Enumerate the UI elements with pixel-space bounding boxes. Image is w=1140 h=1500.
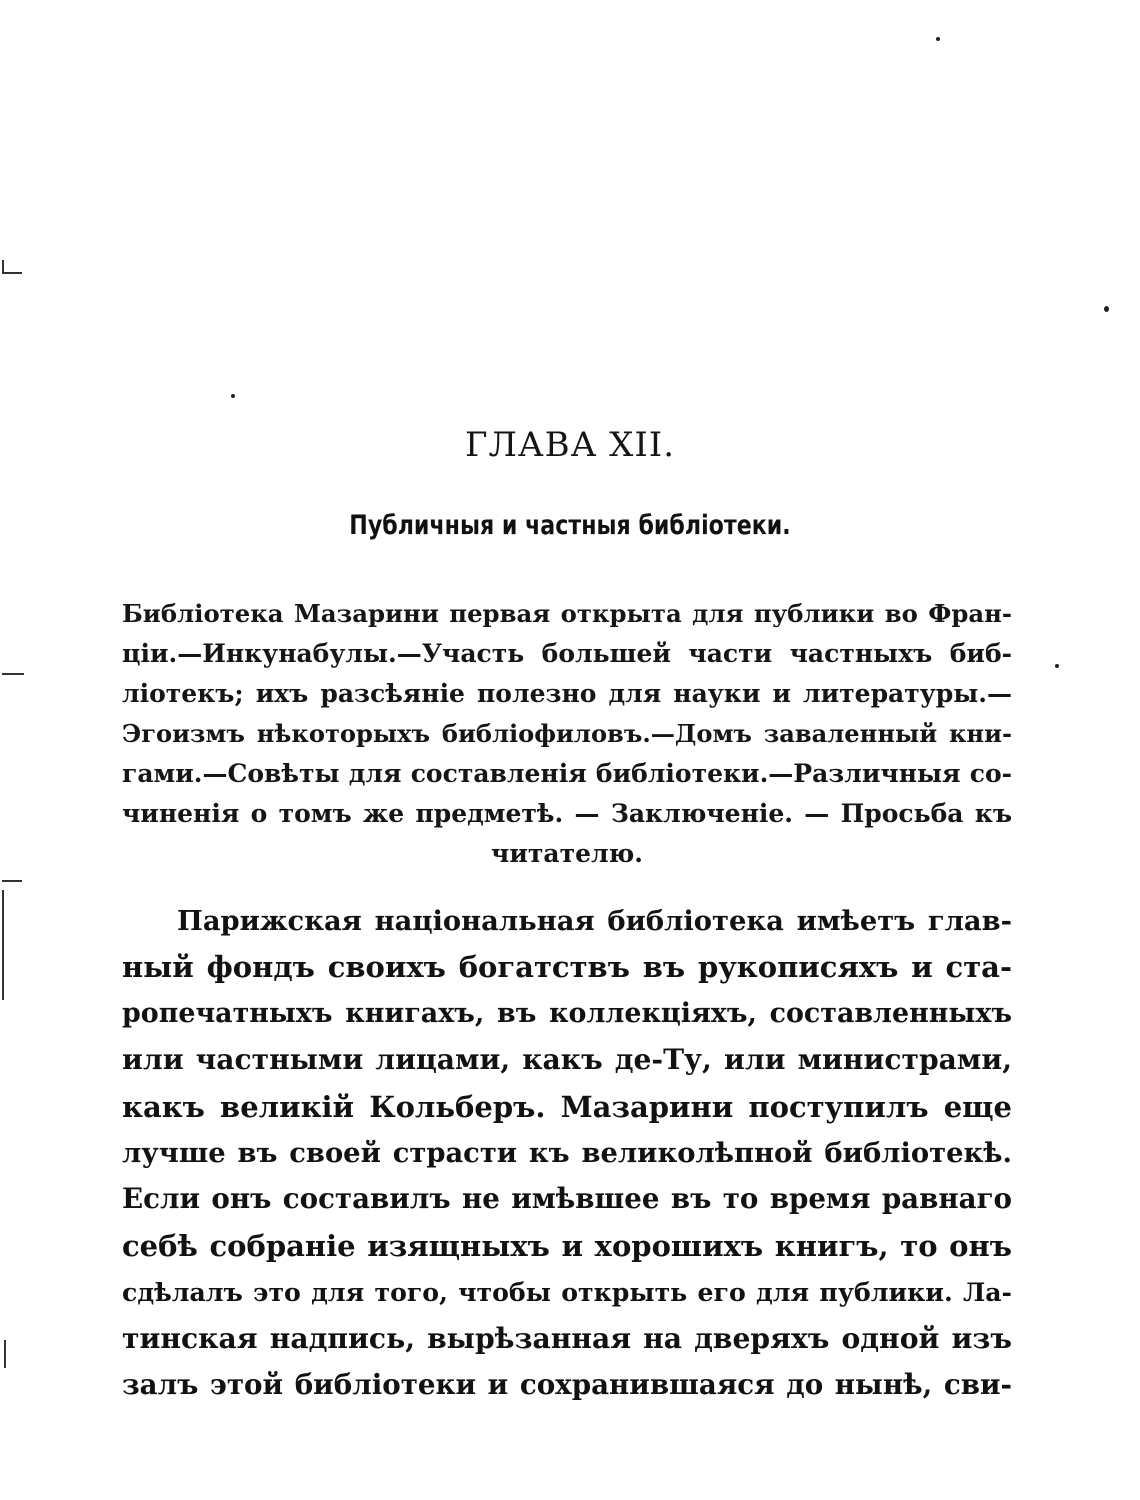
- scan-speck: [1055, 664, 1059, 668]
- summary-line: гами.—Совѣты для составленія библіотеки.—Различныя со-: [122, 759, 1012, 788]
- body-line: Если онъ составилъ не имѣвшее въ то время равнаго: [122, 1182, 1012, 1216]
- summary-line: чиненія о томъ же предметѣ. — Заключеніе. — Просьба къ: [122, 799, 1012, 828]
- body-line: сдѣлалъ это для того, чтобы открыть его для публики. Ла-: [122, 1277, 1012, 1308]
- margin-mark: [2, 673, 24, 675]
- chapter-title: ГЛАВА XII.: [464, 425, 676, 465]
- margin-mark: [4, 272, 22, 274]
- body-line: или частными лицами, какъ де-Ту, или министрами,: [122, 1043, 1012, 1077]
- body-paragraph: [122, 898, 1012, 1408]
- body-line: Парижская національная библіотека имѣетъ глав-: [177, 905, 1012, 937]
- summary-line: Библіотека Мазарини первая открыта для публики во Фран-: [122, 599, 1012, 628]
- body-line: себѣ собраніе изящныхъ и хорошихъ книгъ, то онъ: [122, 1228, 1012, 1263]
- body-line: какъ великій Кольберъ. Мазарини поступилъ еще: [122, 1089, 1012, 1124]
- margin-mark: [2, 880, 22, 882]
- scan-speck: [231, 394, 235, 398]
- chapter-summary: [122, 594, 1012, 874]
- body-line: тинская надпись, вырѣзанная на дверяхъ одной изъ: [122, 1321, 1012, 1355]
- summary-line: Эгоизмъ нѣкоторыхъ библіофиловъ.—Домъ заваленный кни-: [122, 719, 1012, 748]
- body-line: ный фондъ своихъ богатствъ въ рукописяхъ и ста-: [122, 950, 1012, 985]
- scan-speck: [936, 37, 940, 41]
- margin-mark: [4, 1340, 6, 1368]
- margin-mark: [2, 890, 4, 1000]
- body-line: лучше въ своей страсти къ великолѣпной библіотекѣ.: [122, 1136, 1012, 1169]
- chapter-subtitle: Публичныя и частныя библіотеки.: [349, 510, 791, 541]
- summary-line: читателю.: [491, 839, 643, 868]
- body-line: ропечатныхъ книгахъ, въ коллекціяхъ, составленныхъ: [122, 997, 1012, 1029]
- summary-line: ціи.—Инкунабулы.—Участь большей части частныхъ биб-: [122, 639, 1012, 668]
- scan-speck: [1104, 306, 1109, 312]
- body-line: залъ этой библіотеки и сохранившаяся до нынѣ, сви-: [122, 1367, 1012, 1401]
- summary-line: ліотекъ; ихъ разсѣяніе полезно для науки и литературы.—: [122, 679, 1012, 708]
